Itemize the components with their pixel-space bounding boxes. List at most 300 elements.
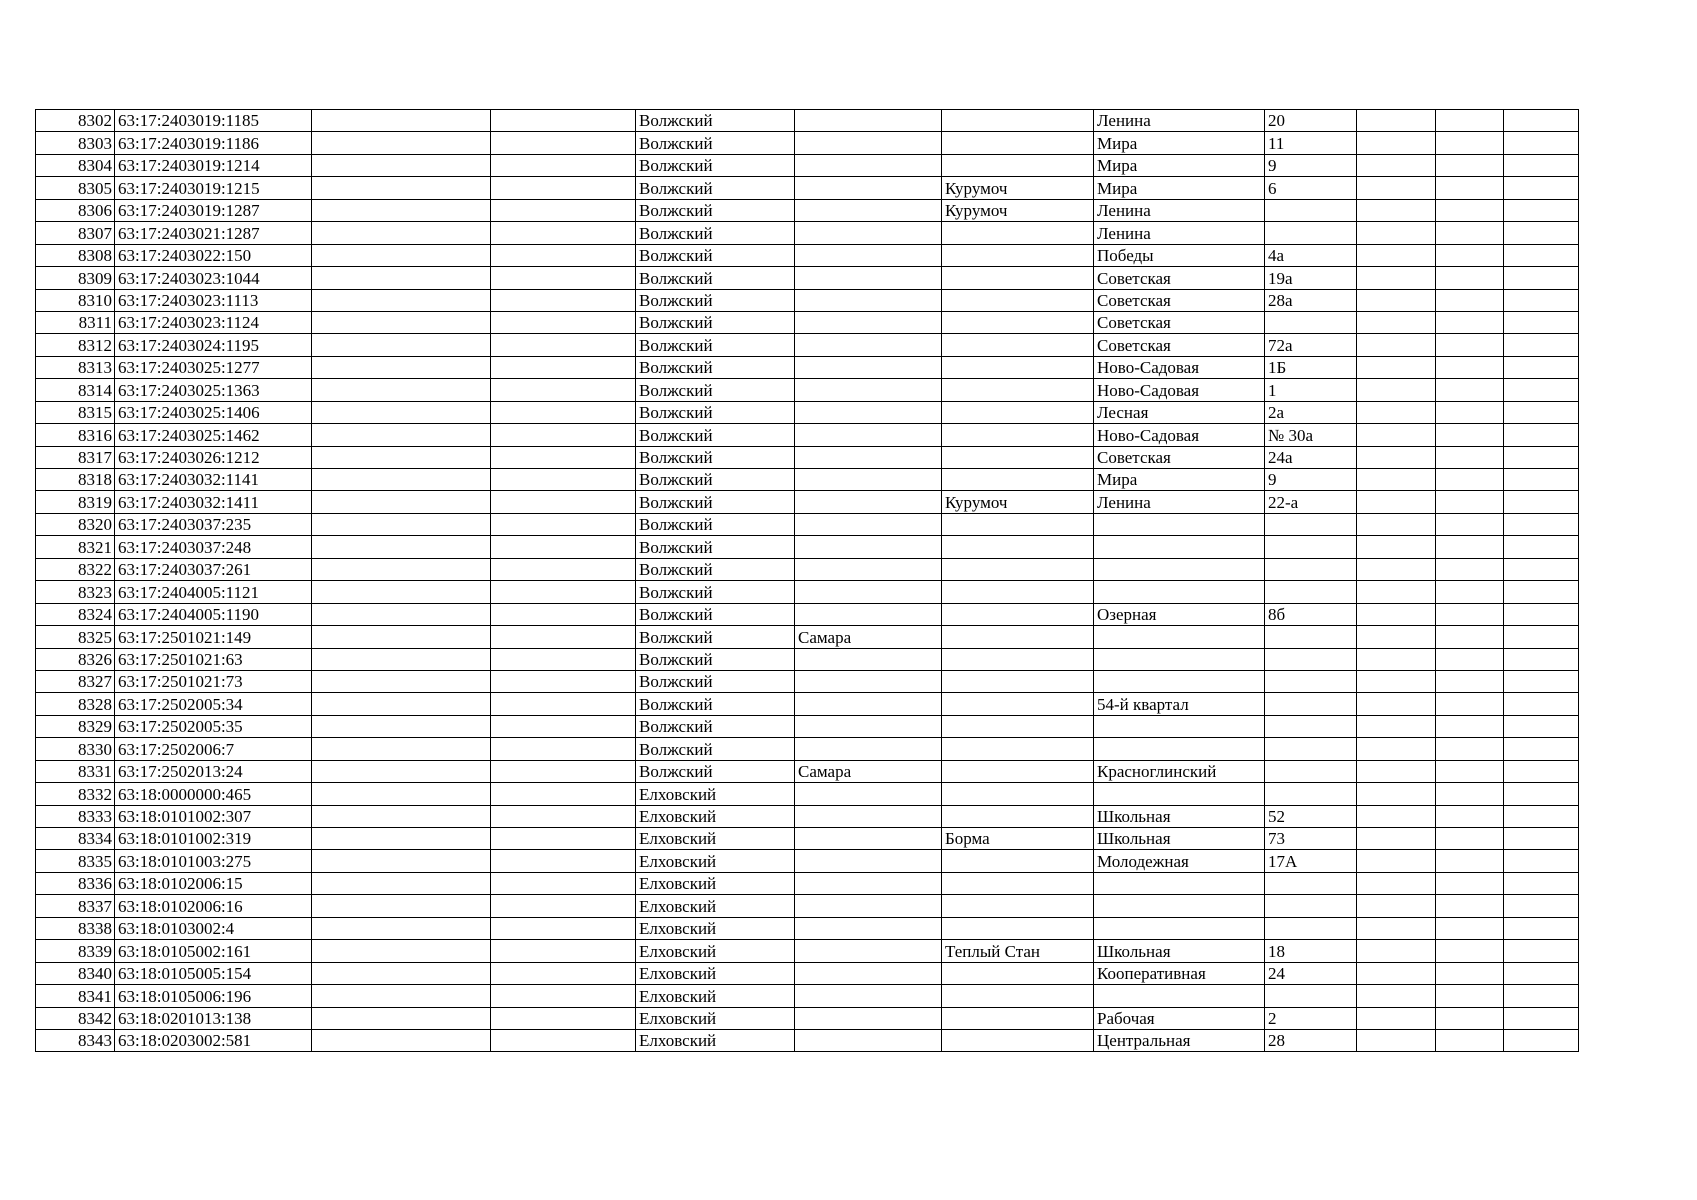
cell-col-10-cell [1357,850,1436,872]
table-row [36,603,1579,625]
settlement-cell [942,311,1094,333]
cell-col-11-cell [1436,536,1504,558]
cell-col-11-cell [1436,446,1504,468]
cell-col-12-cell [1504,828,1579,850]
house-number-cell [1265,536,1357,558]
table-row [36,940,1579,962]
table-row [36,110,1579,132]
cadastral-number-cell: 63:17:2403019:1215 [115,177,312,199]
cell-col-10-cell [1357,379,1436,401]
cell-col-3-cell [312,805,491,827]
house-number-cell [1265,648,1357,670]
district-cell: Волжский [636,154,795,176]
cell-col-11-cell [1436,424,1504,446]
street-cell: Красноглинский [1094,760,1265,782]
street-cell: Ново-Садовая [1094,424,1265,446]
cell-col-11-cell [1436,872,1504,894]
house-number-cell [1265,693,1357,715]
cell-col-4-cell [491,715,636,737]
row-number-cell: 8317 [36,446,115,468]
cell-col-11-cell [1436,154,1504,176]
district-cell: Волжский [636,401,795,423]
city-cell [795,311,942,333]
settlement-cell [942,558,1094,580]
settlement-cell [942,626,1094,648]
cell-col-10-cell [1357,401,1436,423]
settlement-cell [942,1029,1094,1051]
cell-col-4-cell [491,513,636,535]
cell-col-12-cell [1504,289,1579,311]
cell-col-11-cell [1436,1029,1504,1051]
cell-col-11-cell [1436,513,1504,535]
table-row [36,850,1579,872]
cell-col-12-cell [1504,760,1579,782]
district-cell: Волжский [636,199,795,221]
settlement-cell [942,872,1094,894]
district-cell: Елховский [636,1029,795,1051]
cadastral-number-cell: 63:17:2403037:248 [115,536,312,558]
district-cell: Волжский [636,267,795,289]
cell-col-11-cell [1436,110,1504,132]
cell-col-3-cell [312,603,491,625]
cell-col-3-cell [312,1029,491,1051]
settlement-cell [942,244,1094,266]
table-body [36,110,1579,1052]
row-number-cell: 8335 [36,850,115,872]
city-cell [795,177,942,199]
street-cell: Победы [1094,244,1265,266]
house-number-cell: 8б [1265,603,1357,625]
cell-col-4-cell [491,311,636,333]
city-cell [795,648,942,670]
cell-col-12-cell [1504,401,1579,423]
row-number-cell: 8326 [36,648,115,670]
settlement-cell [942,693,1094,715]
table-row [36,446,1579,468]
cell-col-12-cell [1504,626,1579,648]
settlement-cell: Курумоч [942,177,1094,199]
district-cell: Волжский [636,132,795,154]
settlement-cell [942,334,1094,356]
city-cell [795,940,942,962]
cadastral-number-cell: 63:17:2403037:235 [115,513,312,535]
table-row [36,311,1579,333]
settlement-cell [942,469,1094,491]
house-number-cell: 17А [1265,850,1357,872]
table-row [36,289,1579,311]
cadastral-number-cell: 63:18:0102006:16 [115,895,312,917]
cell-col-3-cell [312,760,491,782]
cadastral-number-cell: 63:18:0102006:15 [115,872,312,894]
cell-col-3-cell [312,289,491,311]
cell-col-4-cell [491,267,636,289]
cell-col-11-cell [1436,199,1504,221]
cell-col-11-cell [1436,222,1504,244]
cell-col-3-cell [312,536,491,558]
cell-col-12-cell [1504,1029,1579,1051]
house-number-cell: № 30а [1265,424,1357,446]
cell-col-10-cell [1357,177,1436,199]
cell-col-10-cell [1357,626,1436,648]
row-number-cell: 8314 [36,379,115,401]
street-cell: 54-й квартал [1094,693,1265,715]
house-number-cell: 6 [1265,177,1357,199]
city-cell [795,222,942,244]
cell-col-3-cell [312,177,491,199]
table-row [36,334,1579,356]
house-number-cell [1265,872,1357,894]
cell-col-12-cell [1504,244,1579,266]
cell-col-4-cell [491,491,636,513]
cell-col-3-cell [312,356,491,378]
row-number-cell: 8333 [36,805,115,827]
cell-col-3-cell [312,738,491,760]
district-cell: Волжский [636,469,795,491]
row-number-cell: 8309 [36,267,115,289]
city-cell [795,424,942,446]
house-number-cell: 1 [1265,379,1357,401]
cell-col-11-cell [1436,850,1504,872]
city-cell [795,895,942,917]
cadastral-number-cell: 63:17:2502005:34 [115,693,312,715]
street-cell: Ленина [1094,199,1265,221]
house-number-cell: 52 [1265,805,1357,827]
cell-col-3-cell [312,469,491,491]
cadastral-number-cell: 63:17:2403025:1363 [115,379,312,401]
cell-col-4-cell [491,177,636,199]
city-cell [795,917,942,939]
street-cell: Советская [1094,267,1265,289]
cell-col-10-cell [1357,648,1436,670]
cell-col-10-cell [1357,244,1436,266]
cell-col-3-cell [312,895,491,917]
cell-col-11-cell [1436,738,1504,760]
cell-col-10-cell [1357,491,1436,513]
street-cell: Мира [1094,154,1265,176]
house-number-cell: 22-а [1265,491,1357,513]
row-number-cell: 8334 [36,828,115,850]
cell-col-4-cell [491,895,636,917]
cadastral-number-cell: 63:17:2403025:1406 [115,401,312,423]
row-number-cell: 8319 [36,491,115,513]
table-row [36,828,1579,850]
cell-col-4-cell [491,401,636,423]
city-cell [795,693,942,715]
cell-col-12-cell [1504,558,1579,580]
row-number-cell: 8303 [36,132,115,154]
district-cell: Елховский [636,1007,795,1029]
row-number-cell: 8318 [36,469,115,491]
settlement-cell [942,895,1094,917]
cell-col-3-cell [312,715,491,737]
cell-col-4-cell [491,783,636,805]
city-cell [795,154,942,176]
cell-col-3-cell [312,872,491,894]
cell-col-11-cell [1436,828,1504,850]
cell-col-4-cell [491,693,636,715]
cell-col-4-cell [491,603,636,625]
house-number-cell [1265,558,1357,580]
district-cell: Волжский [636,356,795,378]
street-cell [1094,738,1265,760]
street-cell [1094,626,1265,648]
city-cell [795,401,942,423]
house-number-cell [1265,626,1357,648]
house-number-cell: 9 [1265,154,1357,176]
settlement-cell [942,917,1094,939]
cell-col-11-cell [1436,132,1504,154]
cell-col-3-cell [312,558,491,580]
district-cell: Волжский [636,334,795,356]
cell-col-12-cell [1504,311,1579,333]
cell-col-4-cell [491,805,636,827]
table-row [36,648,1579,670]
table-row [36,895,1579,917]
cell-col-11-cell [1436,760,1504,782]
settlement-cell [942,581,1094,603]
cell-col-10-cell [1357,222,1436,244]
cell-col-12-cell [1504,917,1579,939]
cell-col-4-cell [491,244,636,266]
row-number-cell: 8302 [36,110,115,132]
document-page [35,109,1579,1052]
cell-col-3-cell [312,491,491,513]
cell-col-10-cell [1357,940,1436,962]
cell-col-4-cell [491,379,636,401]
cell-col-3-cell [312,828,491,850]
table-row [36,244,1579,266]
cell-col-4-cell [491,446,636,468]
cell-col-4-cell [491,222,636,244]
city-cell [795,828,942,850]
cadastral-number-cell: 63:17:2502013:24 [115,760,312,782]
cell-col-12-cell [1504,805,1579,827]
house-number-cell [1265,513,1357,535]
cell-col-3-cell [312,648,491,670]
settlement-cell [942,401,1094,423]
cell-col-10-cell [1357,110,1436,132]
street-cell: Кооперативная [1094,962,1265,984]
cell-col-4-cell [491,356,636,378]
row-number-cell: 8329 [36,715,115,737]
settlement-cell [942,154,1094,176]
cell-col-10-cell [1357,132,1436,154]
house-number-cell: 73 [1265,828,1357,850]
city-cell [795,469,942,491]
cadastral-number-cell: 63:17:2403025:1277 [115,356,312,378]
cell-col-12-cell [1504,491,1579,513]
cell-col-11-cell [1436,289,1504,311]
cell-col-12-cell [1504,670,1579,692]
settlement-cell [942,267,1094,289]
row-number-cell: 8332 [36,783,115,805]
row-number-cell: 8328 [36,693,115,715]
cell-col-10-cell [1357,334,1436,356]
cell-col-4-cell [491,962,636,984]
cell-col-12-cell [1504,738,1579,760]
cadastral-number-cell: 63:17:2403037:261 [115,558,312,580]
house-number-cell [1265,222,1357,244]
city-cell [795,850,942,872]
settlement-cell [942,850,1094,872]
house-number-cell: 28 [1265,1029,1357,1051]
house-number-cell [1265,715,1357,737]
cell-col-12-cell [1504,985,1579,1007]
cell-col-4-cell [491,1029,636,1051]
cell-col-3-cell [312,244,491,266]
cell-col-12-cell [1504,379,1579,401]
street-cell [1094,895,1265,917]
table-row [36,469,1579,491]
district-cell: Волжский [636,760,795,782]
table-row [36,1007,1579,1029]
house-number-cell [1265,895,1357,917]
district-cell: Елховский [636,805,795,827]
cell-col-12-cell [1504,895,1579,917]
house-number-cell [1265,311,1357,333]
street-cell: Центральная [1094,1029,1265,1051]
cell-col-4-cell [491,469,636,491]
city-cell [795,379,942,401]
street-cell [1094,558,1265,580]
row-number-cell: 8311 [36,311,115,333]
settlement-cell [942,670,1094,692]
cell-col-11-cell [1436,558,1504,580]
cell-col-12-cell [1504,177,1579,199]
cadastral-number-cell: 63:17:2502005:35 [115,715,312,737]
cell-col-12-cell [1504,1007,1579,1029]
cadastral-number-cell: 63:17:2501021:149 [115,626,312,648]
street-cell: Советская [1094,446,1265,468]
cell-col-12-cell [1504,110,1579,132]
cell-col-10-cell [1357,199,1436,221]
street-cell: Лесная [1094,401,1265,423]
cell-col-12-cell [1504,469,1579,491]
cell-col-11-cell [1436,311,1504,333]
street-cell: Школьная [1094,940,1265,962]
cell-col-10-cell [1357,895,1436,917]
cell-col-4-cell [491,132,636,154]
cadastral-number-cell: 63:17:2403019:1185 [115,110,312,132]
cadastral-number-cell: 63:17:2403021:1287 [115,222,312,244]
cell-col-11-cell [1436,962,1504,984]
cell-col-3-cell [312,110,491,132]
cell-col-3-cell [312,626,491,648]
cadastral-number-cell: 63:18:0201013:138 [115,1007,312,1029]
cell-col-4-cell [491,760,636,782]
cell-col-11-cell [1436,334,1504,356]
city-cell [795,1007,942,1029]
table-row [36,715,1579,737]
district-cell: Волжский [636,581,795,603]
street-cell: Ново-Садовая [1094,356,1265,378]
street-cell: Мира [1094,132,1265,154]
row-number-cell: 8310 [36,289,115,311]
cell-col-3-cell [312,917,491,939]
row-number-cell: 8306 [36,199,115,221]
city-cell [795,670,942,692]
cell-col-11-cell [1436,244,1504,266]
table-row [36,513,1579,535]
cell-col-11-cell [1436,626,1504,648]
table-row [36,401,1579,423]
cell-col-11-cell [1436,985,1504,1007]
district-cell: Елховский [636,850,795,872]
house-number-cell [1265,783,1357,805]
cadastral-number-cell: 63:17:2403024:1195 [115,334,312,356]
street-cell: Молодежная [1094,850,1265,872]
cell-col-11-cell [1436,356,1504,378]
row-number-cell: 8313 [36,356,115,378]
street-cell: Ленина [1094,491,1265,513]
settlement-cell [942,110,1094,132]
city-cell: Самара [795,760,942,782]
table-row [36,356,1579,378]
house-number-cell [1265,917,1357,939]
cell-col-10-cell [1357,311,1436,333]
cell-col-10-cell [1357,1029,1436,1051]
district-cell: Волжский [636,379,795,401]
house-number-cell: 1Б [1265,356,1357,378]
row-number-cell: 8331 [36,760,115,782]
cell-col-4-cell [491,581,636,603]
district-cell: Волжский [636,558,795,580]
cell-col-11-cell [1436,648,1504,670]
district-cell: Волжский [636,626,795,648]
cadastral-number-cell: 63:17:2502006:7 [115,738,312,760]
row-number-cell: 8339 [36,940,115,962]
table-row [36,424,1579,446]
city-cell [795,289,942,311]
cell-col-12-cell [1504,850,1579,872]
cell-col-12-cell [1504,715,1579,737]
cell-col-11-cell [1436,267,1504,289]
cell-col-3-cell [312,379,491,401]
table-row [36,738,1579,760]
cell-col-11-cell [1436,805,1504,827]
street-cell: Советская [1094,289,1265,311]
house-number-cell: 20 [1265,110,1357,132]
district-cell: Елховский [636,783,795,805]
cell-col-10-cell [1357,760,1436,782]
cell-col-11-cell [1436,715,1504,737]
city-cell [795,491,942,513]
street-cell: Ленина [1094,222,1265,244]
cadastral-number-cell: 63:18:0105006:196 [115,985,312,1007]
house-number-cell: 24 [1265,962,1357,984]
street-cell: Рабочая [1094,1007,1265,1029]
row-number-cell: 8316 [36,424,115,446]
cell-col-12-cell [1504,267,1579,289]
city-cell [795,513,942,535]
cell-col-4-cell [491,536,636,558]
settlement-cell [942,962,1094,984]
cell-col-12-cell [1504,693,1579,715]
cell-col-12-cell [1504,513,1579,535]
cell-col-3-cell [312,962,491,984]
cell-col-4-cell [491,917,636,939]
city-cell [795,110,942,132]
settlement-cell [942,648,1094,670]
house-number-cell: 2 [1265,1007,1357,1029]
street-cell: Мира [1094,469,1265,491]
table-row [36,670,1579,692]
street-cell: Мира [1094,177,1265,199]
cadastral-number-cell: 63:17:2403032:1411 [115,491,312,513]
cell-col-10-cell [1357,805,1436,827]
cell-col-11-cell [1436,469,1504,491]
cell-col-4-cell [491,110,636,132]
